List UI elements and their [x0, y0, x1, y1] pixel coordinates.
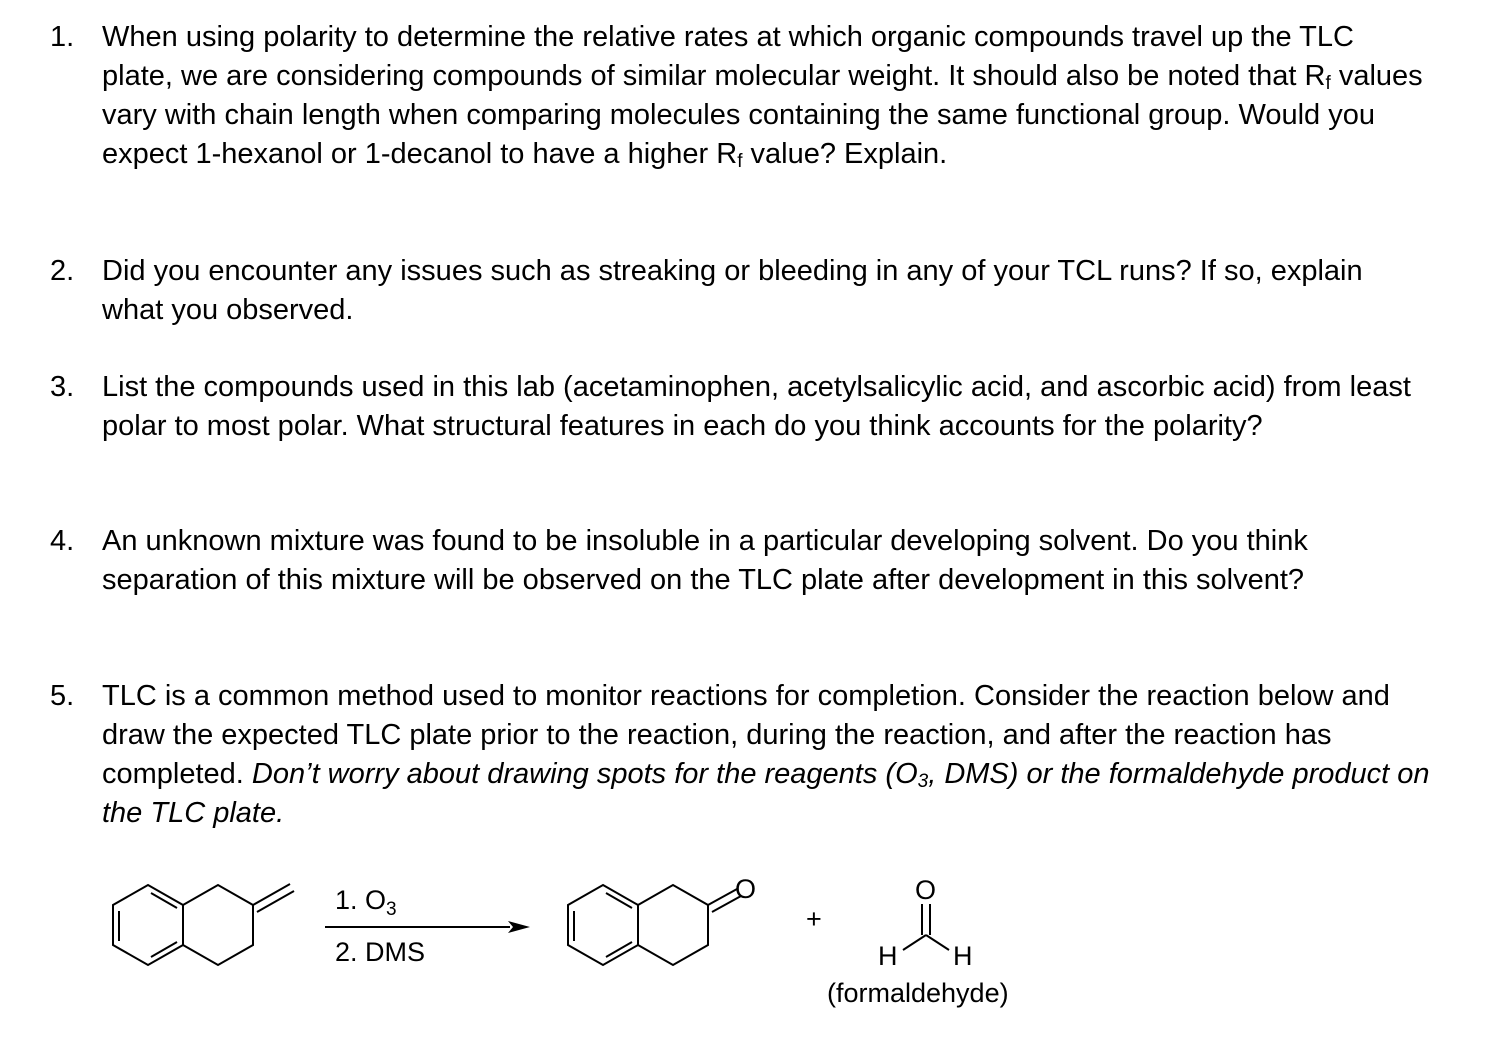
- text-run: values vary with chain length when comparing molecules containing the same functional group. Would you expect 1-hexanol or 1-decanol to have a higher R: [102, 60, 1423, 170]
- subscript: f: [1325, 73, 1331, 94]
- text-run: TLC is a common method used to monitor reactions for completion. Consider the reaction below and draw the expected TLC plate prior to the reaction, during the reaction, and after the reaction has completed.: [102, 680, 1390, 790]
- ketone-product-structure: [568, 885, 741, 965]
- subscript: 3: [917, 771, 929, 792]
- text-run: Don’t worry about drawing spots for the reagents (O: [251, 758, 918, 790]
- question-number: 3.: [50, 371, 75, 403]
- question-2: [50, 252, 1430, 330]
- question-number: 5.: [50, 680, 75, 712]
- starting-material-structure: [113, 884, 294, 965]
- question-1: [50, 18, 1430, 174]
- question-4: [50, 522, 1430, 600]
- question-number: 1.: [50, 21, 75, 53]
- text-run: , DMS) or the formaldehyde product on the TLC plate.: [102, 758, 1430, 829]
- text-run: List the compounds used in this lab (acetaminophen, acetylsalicylic acid, and ascorbic acid) from least polar to most polar. What structural features in each do you think accounts for the polarity?: [102, 371, 1411, 442]
- reaction-scheme: [0, 860, 1510, 1030]
- ketone-oxygen-label: O: [735, 874, 757, 904]
- reagent-1: 1. $O_3$: [335, 885, 397, 920]
- question-text: [102, 522, 1430, 600]
- text-run: When using polarity to determine the relative rates at which organic compounds travel up the TLC plate, we are considering compounds of similar molecular weight. It should also be noted that R: [102, 21, 1354, 92]
- question-5: [50, 677, 1430, 833]
- plus-sign: +: [806, 904, 822, 934]
- text-run: An unknown mixture was found to be insoluble in a particular developing solvent. Do you think separation of this mixture will be observed on the TLC plate after development in this solvent?: [102, 525, 1308, 596]
- question-3: [50, 368, 1430, 446]
- question-text: [102, 368, 1430, 446]
- formaldehyde-oxygen-label: O: [915, 875, 937, 905]
- question-text: [102, 18, 1430, 174]
- formaldehyde-hydrogen-right: H: [953, 941, 973, 971]
- subscript: f: [737, 151, 743, 172]
- formaldehyde-caption: (formaldehyde): [827, 978, 1009, 1008]
- formaldehyde-hydrogen-left: H: [878, 941, 898, 971]
- question-number: 4.: [50, 525, 75, 557]
- question-text: [102, 677, 1430, 833]
- formaldehyde-structure: [903, 904, 949, 950]
- question-number: 2.: [50, 255, 75, 287]
- reagent-2: 2. DMS: [335, 937, 426, 967]
- text-run: value? Explain.: [742, 138, 948, 170]
- question-text: [102, 252, 1430, 330]
- text-run: Did you encounter any issues such as streaking or bleeding in any of your TCL runs? If so, explain what you observed.: [102, 255, 1363, 326]
- reaction-arrow-head: [508, 921, 530, 933]
